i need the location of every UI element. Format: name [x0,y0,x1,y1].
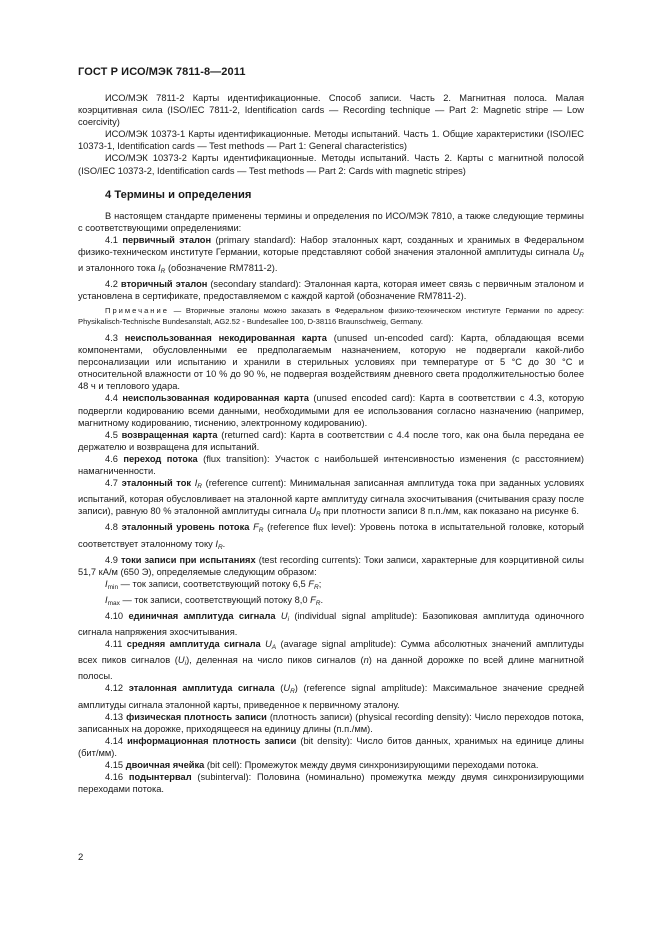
term-label: двоичная ячейка [125,760,205,770]
term-4-10: 4.10 единичная амплитуда сигнала $U_i$ (individual signal amplitude): Базопиковая амплитуда одиночного сигнала напряжения эхосчитывания. [78,610,584,638]
reference-7811-2: ИСО/МЭК 7811-2 Карты идентификационные. Способ записи. Часть 2. Магнитная полоса. Малая коэрцитивная сила (ISO/IEC 7811-2, Identification cards — Recording technique — Part 2: Magnetic stripe — Low coercivity) [78,93,584,128]
current-max: $I_{max}$ — ток записи, соответствующий потоку 8,0 $F_R$. [105,594,324,607]
term-4-5: 4.5 возвращенная карта (returned card): Карта в соответствии с 4.4 после того, как она была передана ее держателю и возвращена для испытаний. [78,429,584,452]
intro-paragraph: В настоящем стандарте применены термины и определения по ИСО/МЭК 7810, а также следующие термины с соответствующими определениями: [78,210,584,233]
term-4-16: 4.16 подынтервал (subinterval): Половина (номинально) промежутка между двумя синхронизирующими переходами потока. [78,772,584,795]
term-label: подынтервал [128,772,192,783]
current-min: $I_{min}$ — ток записи, соответствующий потоку 6,5 $F_R$; [105,578,322,591]
document-body [78,92,584,795]
term-label: эталонный ток [121,478,195,489]
term-4-13: 4.13 физическая плотность записи (плотность записи) (physical recording density): Число переходов потока, записанных на дорожке, приходящееся на единицу длины (п.п./мм). [78,711,584,734]
term-4-14: 4.14 информационная плотность записи (bit density): Число битов данных, хранимых на единице длины (бит/мм). [78,735,584,758]
term-label: возвращенная карта [121,429,218,440]
reference-10373-2: ИСО/МЭК 10373-2 Карты идентификационные. Методы испытаний. Часть 2. Карты с магнитной полосой (ISO/IEC 10373-2, Identification cards — Test methods — Part 2: Cards with magnetic stripes) [78,153,584,176]
term-4-12: 4.12 эталонная амплитуда сигнала $(U_R)$ (reference signal amplitude): Максимальное значение средней амплитуды сигнала эталонной карты, приведенное к первичному эталону. [78,683,585,710]
term-4-8: 4.8 эталонный уровень потока $F_R$ (reference flux level): Уровень потока в испытательной головке, который соответствует эталонному току $I_R$. [78,522,584,551]
term-label: единичная амплитуда сигнала [128,610,276,621]
section-heading: 4 Термины и определения [105,188,252,201]
term-label: средняя амплитуда сигнала [126,639,261,650]
term-label: физическая плотность записи [126,711,267,722]
term-label: эталонный уровень потока [121,522,254,533]
term-label: неиспользованная некодированная карта [124,333,327,343]
term-4-15: 4.15 двоичная ячейка (bit cell): Промежуток между двумя синхронизирующими переходами потока. [105,760,539,770]
term-4-4: 4.4 неиспользованная кодированная карта (unused encoded card): Карта в соответствии с 4.3, которую подвергли кодированию всеми данными, необходимыми для ее использования согласно назначению (например, магнитному кодированию, тиснению, электронному кодированию). [78,393,584,428]
term-4-11: 4.11 средняя амплитуда сигнала $U_A$ (avarage signal amplitude): Сумма абсолютных значений амплитуды всех пиков сигналов $(U_i)$, деленная на число пиков сигналов (n) на данной дорожке по всей длине магнитной полосы. [78,639,584,682]
term-4-1: 4.1 первичный эталон (primary standard): Набор эталонных карт, созданных и хранимых в Федеральном физико-техническом институте Германии, которые представляют собой значения эталонной амплитуды сигнала $U_R$ и эталонного тока $I_R$ (обозначение RM7811-2). [78,234,584,276]
standard-header: ГОСТ Р ИСО/МЭК 7811-8—2011 [78,66,246,78]
term-4-7: 4.7 эталонный ток $I_R$ (reference current): Минимальная записанная амплитуда тока при заданных условиях испытаний, которая обусловливает на эталонной карте амплитуду сигнала эхосчитывания (считывания сразу после записи), равную 80 % эталонной амплитуды сигнала $U_R$ при плотности записи 8 п.п./мм, как показано на рисунке 6. [78,478,585,519]
reference-10373-1: ИСО/МЭК 10373-1 Карты идентификационные. Методы испытаний. Часть 1. Общие характеристики (ISO/IEC 10373-1, Identification cards — Test methods — Part 1: General characteristics) [78,129,584,152]
page-number: 2 [78,852,84,863]
term-4-2: 4.2 вторичный эталон (secondary standard): Эталонная карта, которая имеет связь с первичным эталоном и установлена в сертификате, предоставляемом с каждой картой (обозначение RM7811-2). [78,279,584,302]
term-label: токи записи при испытаниях [121,554,256,565]
term-4-3: 4.3 неиспользованная некодированная карта (unused un-encoded card): Карта, обладающая всеми компонентами, обусловленными ее предполагаемым назначением, которую не подвергали какой-либо персонализации или испытанию и хранили в стерильных условиях при температуре от 5 °С до 30 °С и относительной влажности от 10 % до 90 %, не подвергая воздействиям дневного света продолжительностью более 48 ч и теплового удара. [78,333,585,392]
note: Примечание — Вторичные эталоны можно заказать в Федеральном физико-техническом институте Германии по адресу: Physikalisch-Technische Bundesanstalt, AG2.52 - Bundesallee 100, D-38116 Braunschweig, Germany. [78,306,584,327]
term-label: эталонная амплитуда сигнала [128,683,275,694]
term-4-6: 4.6 переход потока (flux transition): Участок с наибольшей интенсивностью изменения (с расстоянием) намагниченности. [78,453,584,477]
term-4-9: 4.9 токи записи при испытаниях (test recording currents): Токи записи, характерные для коэрцитивной силы 51,7 кА/м (650 Э), определяемые следующим образом: [78,554,584,577]
term-label: неиспользованная кодированная карта [122,393,309,404]
term-label: вторичный эталон [120,279,208,290]
note-label: Примечание [105,306,169,316]
term-label: информационная плотность записи [127,735,297,746]
term-label: первичный эталон [122,234,212,245]
term-label: переход потока [123,453,198,464]
